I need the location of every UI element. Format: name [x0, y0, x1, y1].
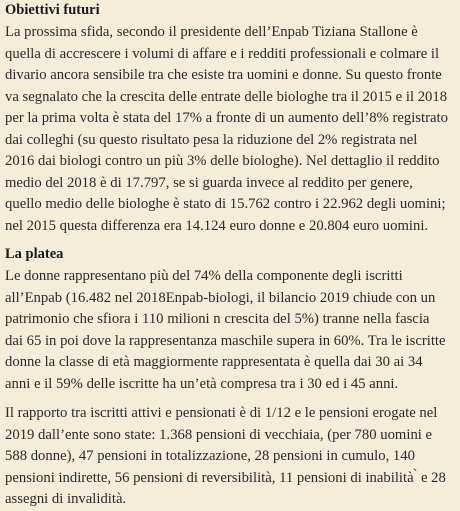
paragraph-la-platea-1: Le donne rappresentano più del 74% della componente degli iscritti all’Enpab (16.482 nel 2018Enpab-biologi, il bilancio 2019 chiude con un patrimonio che sfiora i 110 milioni n crescita del 5%) tranne nella fascia dai 65 in poi dove la rappresentanza maschile supera in 60%. Tra le iscritte donne la classe di età maggiormente rappresentata è quella dai 30 ai 34 anni e il 59% delle iscritte ha un’età compresa tra i 30 ed i 45 anni.: [5, 268, 446, 392]
section-heading-la-platea: La platea: [5, 246, 64, 262]
paragraph-obiettivi-futuri: La prossima sfida, secondo il presidente dell’Enpab Tiziana Stallone è quella di accrescere i volumi di affare e i redditi professionali e colmare il divario ancora sensibile tra che esiste tra uomini e donne. Su questo fronte va segnalato che la crescita delle entrate delle biologhe tra il 2015 e il 2018 per la prima volta è stata del 17% a fronte di un aumento dell’8% registrato dai colleghi (su questo risultato pesa la riduzione del 2% registrata nel 2016 dai biologi contro un più 3% delle biologhe). Nel dettaglio il reddito medio del 2018 è di 17.797, se si guarda invece al reddito per genere, quello medio delle biologhe è stato di 15.762 contro i 22.962 degli uomini; nel 2015 questa differenza era 14.124 euro donne e 20.804 euro uomini.: [5, 24, 448, 234]
section-heading-obiettivi-futuri: Obiettivi futuri: [5, 2, 100, 18]
paragraph-la-platea-2: Il rapporto tra iscritti attivi e pensionati è di 1/12 e le pensioni erogate nel 2019 dall’ente sono state: 1.368 pensioni di vecchiaia, (per 780 uomini e 588 donne), 47 pensioni in totalizzazione, 28 pensioni in cumulo, 140 pensioni indirette, 56 pensioni di reversibilità, 11 pensioni di inabilità ̀ e 28 assegni di invalidità.: [5, 405, 446, 507]
